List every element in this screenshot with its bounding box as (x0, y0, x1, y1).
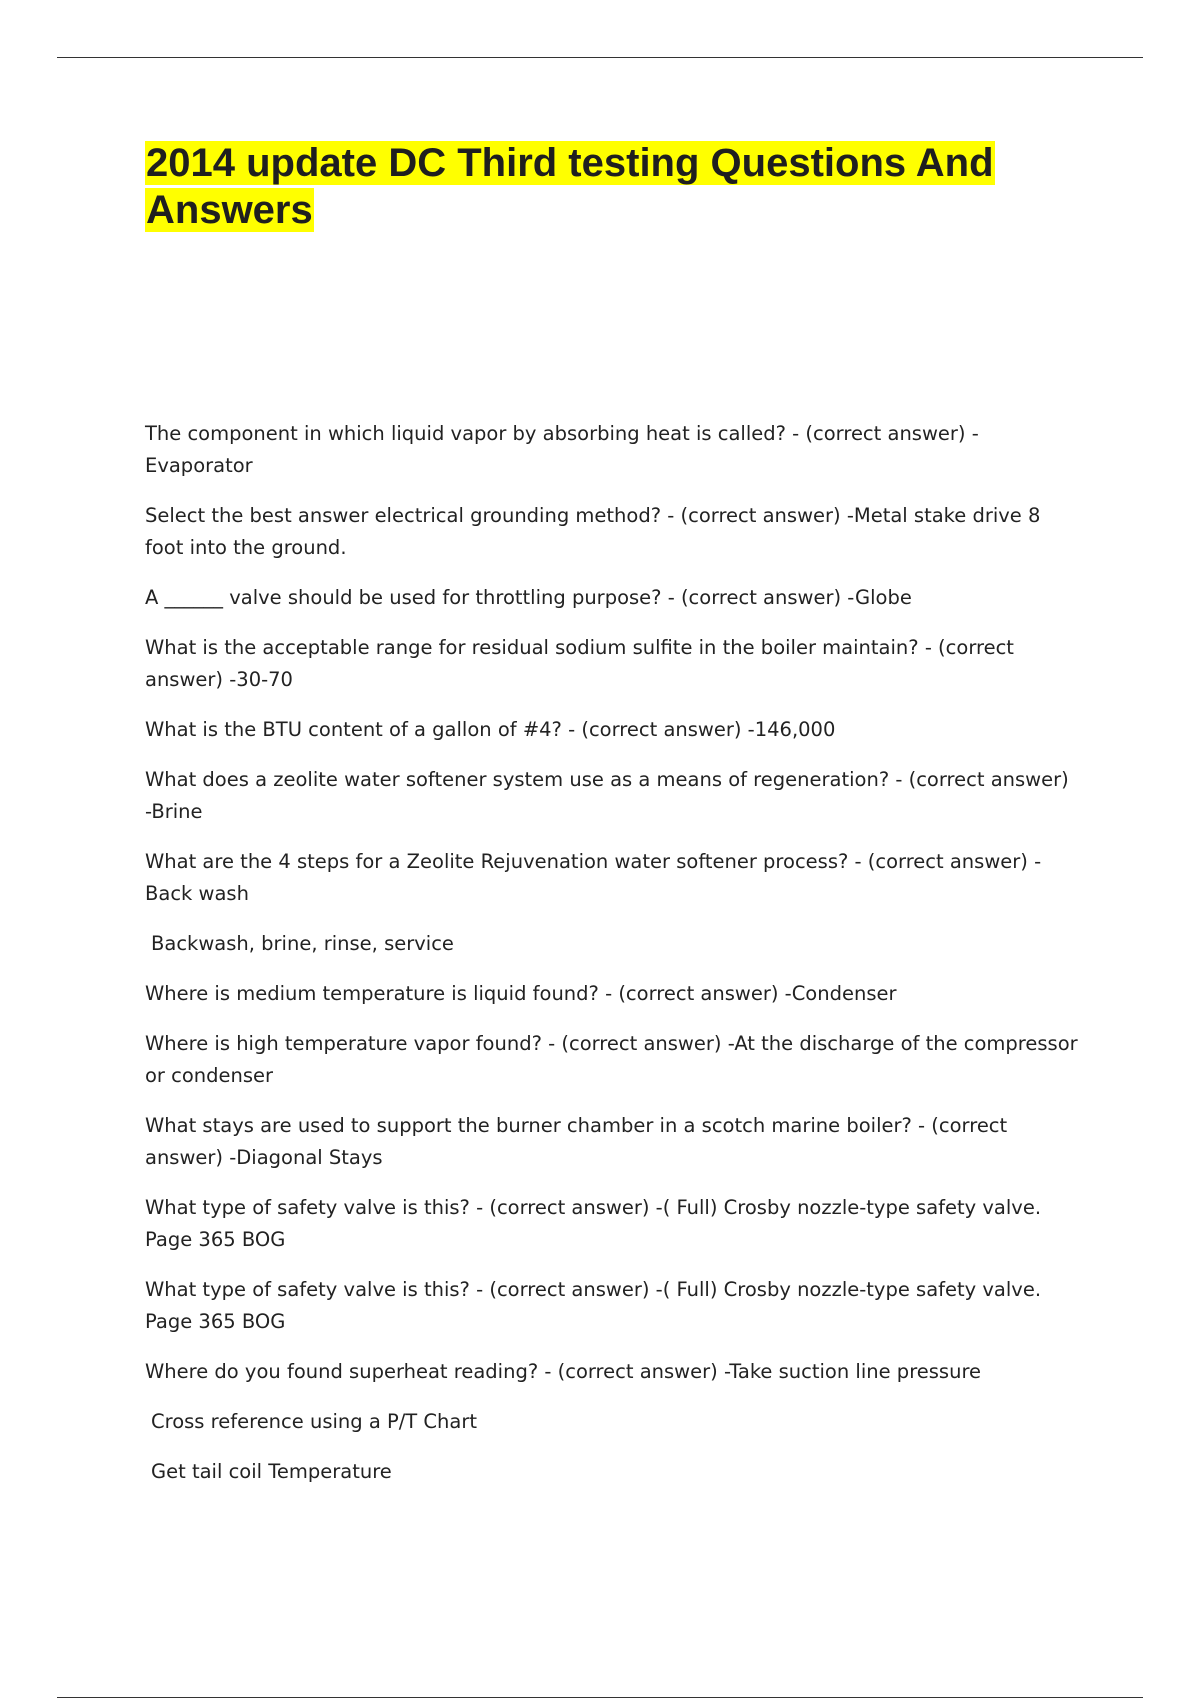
qa-item (145, 1192, 1080, 1256)
question-text: What is the acceptable range for residual sodium sulfite in the boiler maintain? (145, 636, 919, 659)
qa-item (145, 1110, 1080, 1174)
question-text: Where is medium temperature is liquid found? (145, 982, 599, 1005)
qa-item (145, 582, 1080, 614)
answer-text: ( Full) Crosby nozzle-type safety valve. Page 365 BOG (145, 1196, 1042, 1251)
answer-text: Brine (151, 800, 203, 823)
answer-continuation: Backwash, brine, rinse, service (151, 932, 454, 955)
question-text: What does a zeolite water softener system use as a means of regeneration? (145, 768, 890, 791)
qa-item (145, 500, 1080, 564)
question-text: The component in which liquid vapor by absorbing heat is called? (145, 422, 786, 445)
answer-text: Metal stake drive 8 foot into the ground. (145, 504, 1041, 559)
qa-item (145, 632, 1080, 696)
answer-text: 146,000 (754, 718, 836, 741)
answer-marker: - (correct answer) - (598, 982, 792, 1005)
question-text: What is the BTU content of a gallon of #4? (145, 718, 562, 741)
answer-text: Globe (855, 586, 912, 609)
answer-marker: - (correct answer) - (785, 422, 979, 445)
question-text: A ______ valve should be used for throttling purpose? (145, 586, 662, 609)
question-text: What are the 4 steps for a Zeolite Rejuvenation water softener process? (145, 850, 849, 873)
answer-marker: - (correct answer) - (848, 850, 1041, 873)
answer-continuation: Cross reference using a P/T Chart (151, 1410, 478, 1433)
answer-marker: - (correct answer) - (538, 1360, 730, 1383)
question-text: Select the best answer electrical grounding method? (145, 504, 662, 527)
answer-text: Evaporator (145, 454, 253, 477)
answer-marker: - (correct answer) - (469, 1196, 663, 1219)
qa-list (145, 418, 1080, 1506)
answer-marker: - (correct answer) - (145, 768, 1069, 823)
qa-item (145, 1274, 1080, 1338)
answer-marker: - (correct answer) - (661, 586, 856, 609)
header-rule (57, 57, 1143, 58)
qa-item (145, 846, 1080, 910)
answer-text: 30-70 (236, 668, 293, 691)
qa-item (145, 1028, 1080, 1092)
document-title (145, 140, 1045, 234)
qa-item (145, 418, 1080, 482)
answer-marker: - (correct answer) - (541, 1032, 735, 1055)
answer-text: Take suction line pressure (729, 1360, 982, 1383)
title-highlight: 2014 update DC Third testing Questions And Answers (146, 141, 994, 232)
qa-item (145, 1356, 1080, 1388)
qa-item (145, 764, 1080, 828)
answer-text: Condenser (791, 982, 897, 1005)
answer-text: Diagonal Stays (236, 1146, 383, 1169)
qa-item (145, 978, 1080, 1010)
answer-marker: - (correct answer) - (145, 636, 1014, 691)
answer-text: ( Full) Crosby nozzle-type safety valve. Page 365 BOG (145, 1278, 1042, 1333)
footer-rule (57, 1697, 1143, 1698)
question-text: What stays are used to support the burner chamber in a scotch marine boiler? (145, 1114, 912, 1137)
answer-marker: - (correct answer) - (561, 718, 755, 741)
answer-text: At the discharge of the compressor or condenser (145, 1032, 1078, 1087)
question-text: What type of safety valve is this? (145, 1196, 470, 1219)
question-text: Where is high temperature vapor found? (145, 1032, 542, 1055)
answer-continuation: Get tail coil Temperature (151, 1460, 392, 1483)
answer-marker: - (correct answer) - (469, 1278, 663, 1301)
question-text: What type of safety valve is this? (145, 1278, 470, 1301)
answer-marker: - (correct answer) - (145, 1114, 1008, 1169)
answer-text: Back wash (145, 882, 249, 905)
qa-item (145, 714, 1080, 746)
answer-marker: - (correct answer) - (661, 504, 854, 527)
question-text: Where do you found superheat reading? (145, 1360, 539, 1383)
